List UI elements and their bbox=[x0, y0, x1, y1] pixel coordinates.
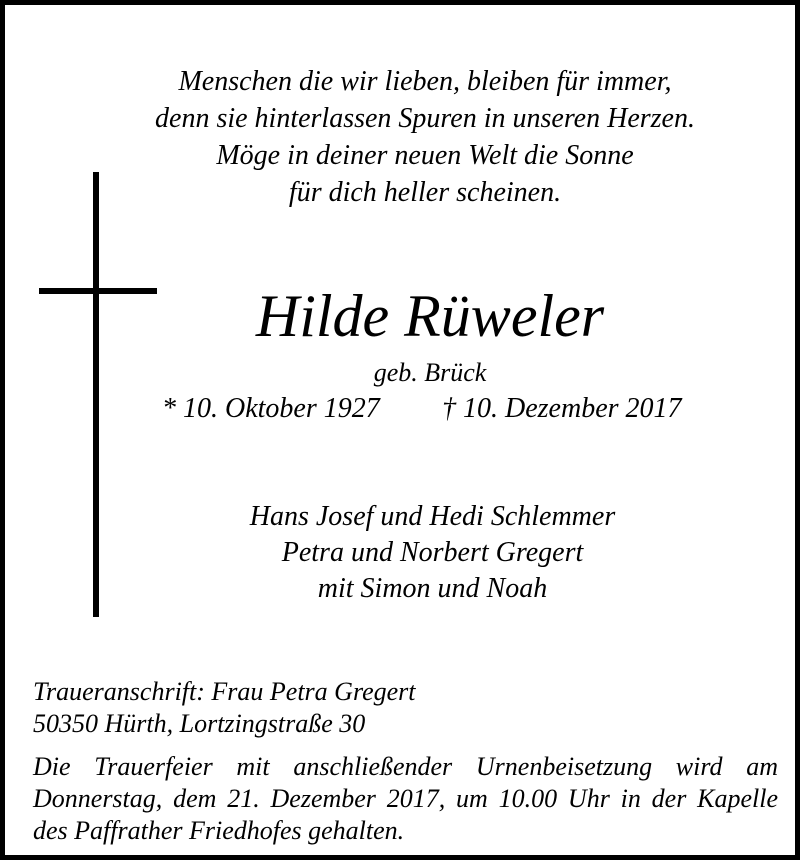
death-date: † 10. Dezember 2017 bbox=[442, 393, 682, 424]
poem-line: für dich heller scheinen. bbox=[288, 177, 562, 208]
cross-horizontal-bar bbox=[39, 288, 157, 294]
address-line: Traueranschrift: Frau Petra Gregert bbox=[33, 677, 416, 706]
mourner-line: Petra und Norbert Gregert bbox=[281, 537, 584, 568]
poem-line: Menschen die wir lieben, bleiben für immer, bbox=[178, 66, 672, 97]
poem-line: Möge in deiner neuen Welt die Sonne bbox=[216, 140, 634, 171]
ceremony-line: Die Trauerfeier mit anschließender Urnenbeisetzung wird am bbox=[33, 752, 778, 781]
ceremony-line: des Paffrather Friedhofes gehalten. bbox=[33, 816, 405, 845]
address-line: 50350 Hürth, Lortzingstraße 30 bbox=[33, 709, 366, 738]
cross-vertical-bar bbox=[93, 172, 99, 617]
deceased-name: Hilde Rüweler bbox=[255, 283, 605, 349]
poem-line: denn sie hinterlassen Spuren in unseren Herzen. bbox=[155, 103, 695, 134]
ceremony-announcement bbox=[33, 751, 778, 847]
birth-date: * 10. Oktober 1927 bbox=[162, 393, 380, 424]
birth-name: geb. Brück bbox=[373, 358, 487, 387]
mourner-line: mit Simon und Noah bbox=[317, 573, 548, 604]
mourner-line: Hans Josef und Hedi Schlemmer bbox=[249, 501, 616, 532]
mourners-list bbox=[155, 499, 710, 607]
memorial-poem bbox=[65, 63, 785, 211]
ceremony-line: Donnerstag, dem 21. Dezember 2017, um 10.00 Uhr in der Kapelle bbox=[33, 784, 778, 813]
mourning-address bbox=[33, 676, 416, 740]
